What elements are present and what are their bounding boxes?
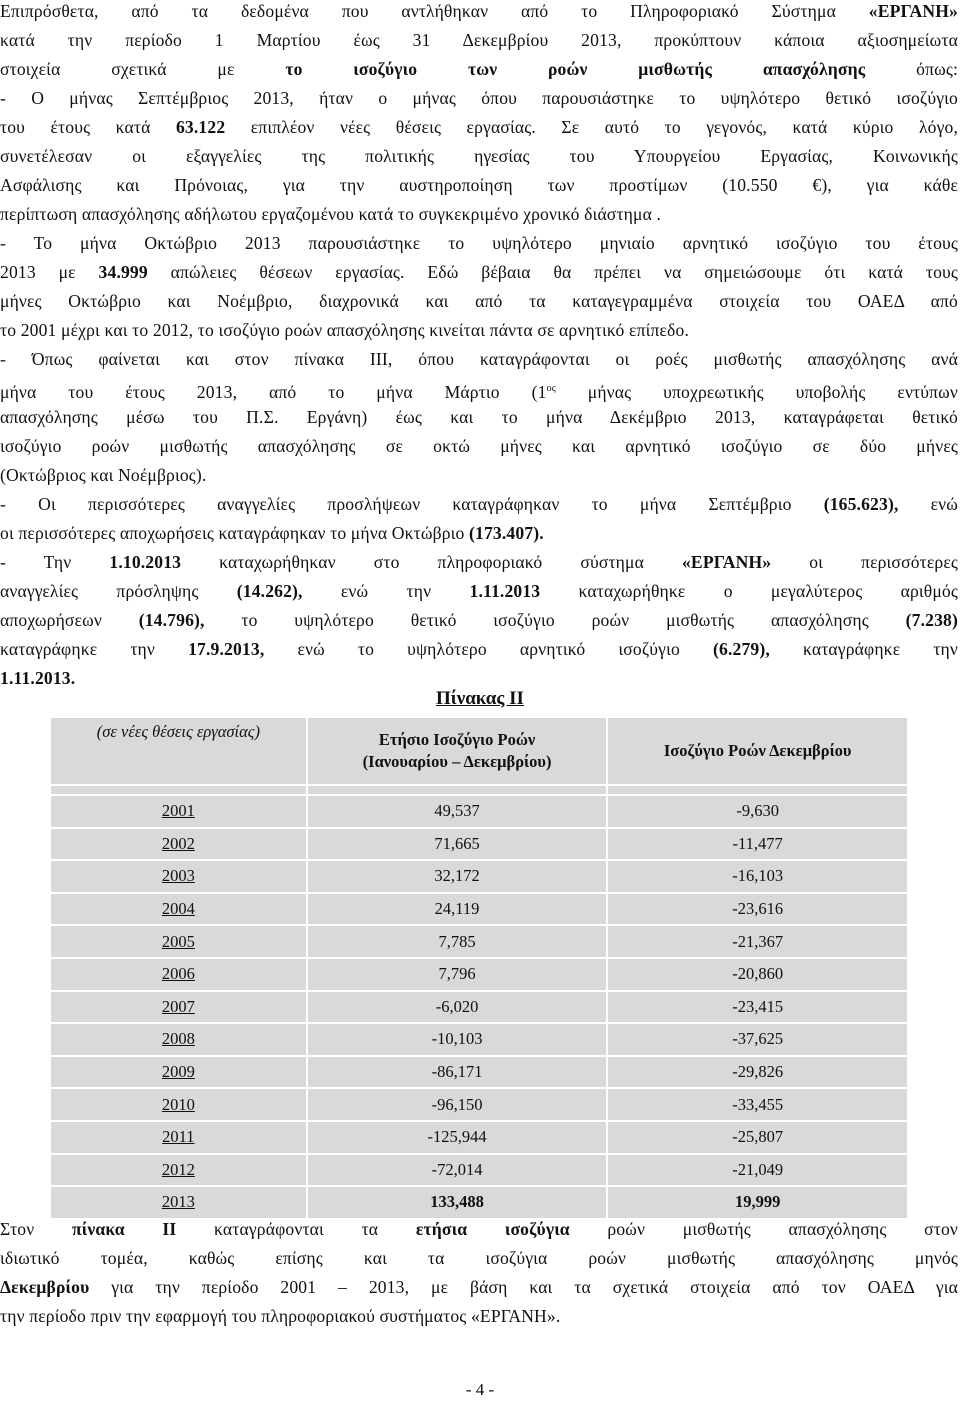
text-line: αναγγελίες πρόσληψης (14.262), ενώ την 1.11.2013 καταχωρήθηκε ο μεγαλύτερος αριθμός <box>0 581 958 601</box>
text-line: Δεκεμβρίου για την περίοδο 2001 – 2013, με βάση και τα σχετικά στοιχεία από τον ΟΑΕΔ για <box>0 1277 958 1297</box>
year-cell: 2001 <box>50 795 307 828</box>
december-balance-cell: -33,455 <box>607 1088 908 1121</box>
year-cell: 2006 <box>50 958 307 991</box>
text-line: - Το μήνα Οκτώβριο 2013 παρουσιάστηκε το υψηλότερο μηνιαίο αρνητικό ισοζύγιο του έτους <box>0 233 958 253</box>
table-row <box>50 991 908 1024</box>
year-cell: 2011 <box>50 1121 307 1154</box>
text-line: Ασφάλισης και Πρόνοιας, για την αυστηροποίηση των προστίμων (10.550 €), για κάθε <box>0 175 958 195</box>
text-line: αποχωρήσεων (14.796), το υψηλότερο θετικό ισοζύγιο ροών μισθωτής απασχόλησης (7.238) <box>0 610 958 630</box>
table-row <box>50 893 908 926</box>
december-balance-cell: -23,415 <box>607 991 908 1024</box>
table-row <box>50 925 908 958</box>
table-title: Πίνακας ΙΙ <box>436 688 524 709</box>
december-balance-cell: -11,477 <box>607 828 908 861</box>
annual-balance-cell: -6,020 <box>307 991 608 1024</box>
december-balance-cell: -23,616 <box>607 893 908 926</box>
table-row <box>50 1023 908 1056</box>
text-line: το 2001 μέχρι και το 2012, το ισοζύγιο ροών απασχόλησης κινείται πάντα σε αρνητικό επίπεδο. <box>0 320 689 340</box>
table-row <box>50 1088 908 1121</box>
text-line: μήνα του έτους 2013, από το μήνα Μάρτιο ($1^{o\varsigma}$ μήνας υποχρεωτικής υποβολής εντύπων <box>0 381 958 402</box>
table-row <box>50 1121 908 1154</box>
annual-balance-cell: -10,103 <box>307 1023 608 1056</box>
annual-balance-cell: 32,172 <box>307 860 608 893</box>
december-balance-cell: -9,630 <box>607 795 908 828</box>
text-line: οι περισσότερες αποχωρήσεις καταγράφηκαν το μήνα Οκτώβριο (173.407). <box>0 523 544 543</box>
header-december-balance: Ισοζύγιο Ροών Δεκεμβρίου <box>607 717 908 785</box>
header-unit-note: (σε νέες θέσεις εργασίας) <box>50 717 307 785</box>
annual-balance-cell: 24,119 <box>307 893 608 926</box>
annual-balance-cell: -96,150 <box>307 1088 608 1121</box>
table-row <box>50 958 908 991</box>
annual-balance-cell: 7,796 <box>307 958 608 991</box>
december-balance-cell: -37,625 <box>607 1023 908 1056</box>
year-cell: 2009 <box>50 1056 307 1089</box>
employment-flows-table <box>49 716 909 1220</box>
annual-balance-cell: 49,537 <box>307 795 608 828</box>
body-text-paragraph-1 <box>0 0 958 693</box>
annual-balance-cell: 7,785 <box>307 925 608 958</box>
text-line: περίπτωση απασχόλησης αδήλωτου εργαζομένου κατά το συγκεκριμένο χρονικό διάστημα . <box>0 204 662 224</box>
text-line: του έτους κατά 63.122 επιπλέον νέες θέσεις εργασίας. Σε αυτό το γεγονός, κατά κύριο λόγο, <box>0 117 958 137</box>
text-line: απασχόλησης μέσω του Π.Σ. Εργάνη) έως και το μήνα Δεκέμβριο 2013, καταγράφεται θετικό <box>0 407 958 427</box>
table-row <box>50 795 908 828</box>
year-cell: 2003 <box>50 860 307 893</box>
table-header-row <box>50 717 908 785</box>
body-text-paragraph-2 <box>0 1215 958 1331</box>
year-cell: 2004 <box>50 893 307 926</box>
annual-balance-cell: -86,171 <box>307 1056 608 1089</box>
annual-balance-cell: -72,014 <box>307 1154 608 1187</box>
december-balance-cell: 19,999 <box>607 1186 908 1219</box>
text-line: - Οι περισσότερες αναγγελίες προσλήψεων καταγράφηκαν το μήνα Σεπτέμβριο (165.623), ενώ <box>0 494 958 514</box>
table-row <box>50 1056 908 1089</box>
text-line: την περίοδο πριν την εφαρμογή του πληροφοριακού συστήματος «ΕΡΓΑΝΗ». <box>0 1306 561 1326</box>
text-line: 2013 με 34.999 απώλειες θέσεων εργασίας. Εδώ βέβαια θα πρέπει να σημειώσουμε ότι κατά τους <box>0 262 958 282</box>
december-balance-cell: -21,049 <box>607 1154 908 1187</box>
annual-balance-cell: 71,665 <box>307 828 608 861</box>
text-line: καταγράφηκε την 17.9.2013, ενώ το υψηλότερο αρνητικό ισοζύγιο (6.279), καταγράφηκε την <box>0 639 958 659</box>
year-cell: 2005 <box>50 925 307 958</box>
text-line: μήνες Οκτώβριο και Νοέμβριο, διαχρονικά και από τα καταγεγραμμένα στοιχεία του ΟΑΕΔ από <box>0 291 958 311</box>
text-line: (Οκτώβριος και Νοέμβριος). <box>0 465 207 485</box>
table-row <box>50 828 908 861</box>
year-cell: 2002 <box>50 828 307 861</box>
table-row <box>50 1186 908 1219</box>
december-balance-cell: -16,103 <box>607 860 908 893</box>
year-cell: 2007 <box>50 991 307 1024</box>
page-number: - 4 - <box>465 1380 495 1399</box>
december-balance-cell: -29,826 <box>607 1056 908 1089</box>
table-row <box>50 860 908 893</box>
year-cell: 2013 <box>50 1186 307 1219</box>
text-line: - Ο μήνας Σεπτέμβριος 2013, ήταν ο μήνας όπου παρουσιάστηκε το υψηλότερο θετικό ισοζύγιο <box>0 88 958 108</box>
text-line: - Την 1.10.2013 καταχωρήθηκαν στο πληροφοριακό σύστημα «ΕΡΓΑΝΗ» οι περισσότερες <box>0 552 958 572</box>
text-line: Στον πίνακα ΙΙ καταγράφονται τα ετήσια ισοζύγια ροών μισθωτής απασχόλησης στον <box>0 1219 958 1239</box>
header-annual-balance: Ετήσιο Ισοζύγιο Ροών (Ιανουαρίου – Δεκεμβρίου) <box>307 717 608 785</box>
december-balance-cell: -25,807 <box>607 1121 908 1154</box>
text-line: 1.11.2013. <box>0 668 76 688</box>
annual-balance-cell: 133,488 <box>307 1186 608 1219</box>
text-line: συνετέλεσαν οι εξαγγελίες της πολιτικής ηγεσίας του Υπουργείου Εργασίας, Κοινωνικής <box>0 146 958 166</box>
text-line: Επιπρόσθετα, από τα δεδομένα που αντλήθηκαν από το Πληροφοριακό Σύστημα «ΕΡΓΑΝΗ» <box>0 1 958 21</box>
text-line: κατά την περίοδο 1 Μαρτίου έως 31 Δεκεμβρίου 2013, προκύπτουν κάποια αξιοσημείωτα <box>0 30 958 50</box>
text-line: - Όπως φαίνεται και στον πίνακα ΙΙΙ, όπου καταγράφονται οι ροές μισθωτής απασχόλησης ανά <box>0 349 958 369</box>
year-cell: 2008 <box>50 1023 307 1056</box>
december-balance-cell: -20,860 <box>607 958 908 991</box>
year-cell: 2012 <box>50 1154 307 1187</box>
annual-balance-cell: -125,944 <box>307 1121 608 1154</box>
text-line: στοιχεία σχετικά με το ισοζύγιο των ροών μισθωτής απασχόλησης όπως: <box>0 59 958 79</box>
december-balance-cell: -21,367 <box>607 925 908 958</box>
table-row <box>50 1154 908 1187</box>
table-spacer <box>50 785 908 795</box>
text-line: ιδιωτικό τομέα, καθώς επίσης και τα ισοζύγια ροών μισθωτής απασχόλησης μηνός <box>0 1248 958 1268</box>
text-line: ισοζύγιο ροών μισθωτής απασχόλησης σε οκτώ μήνες και αρνητικό ισοζύγιο σε δύο μήνες <box>0 436 958 456</box>
year-cell: 2010 <box>50 1088 307 1121</box>
